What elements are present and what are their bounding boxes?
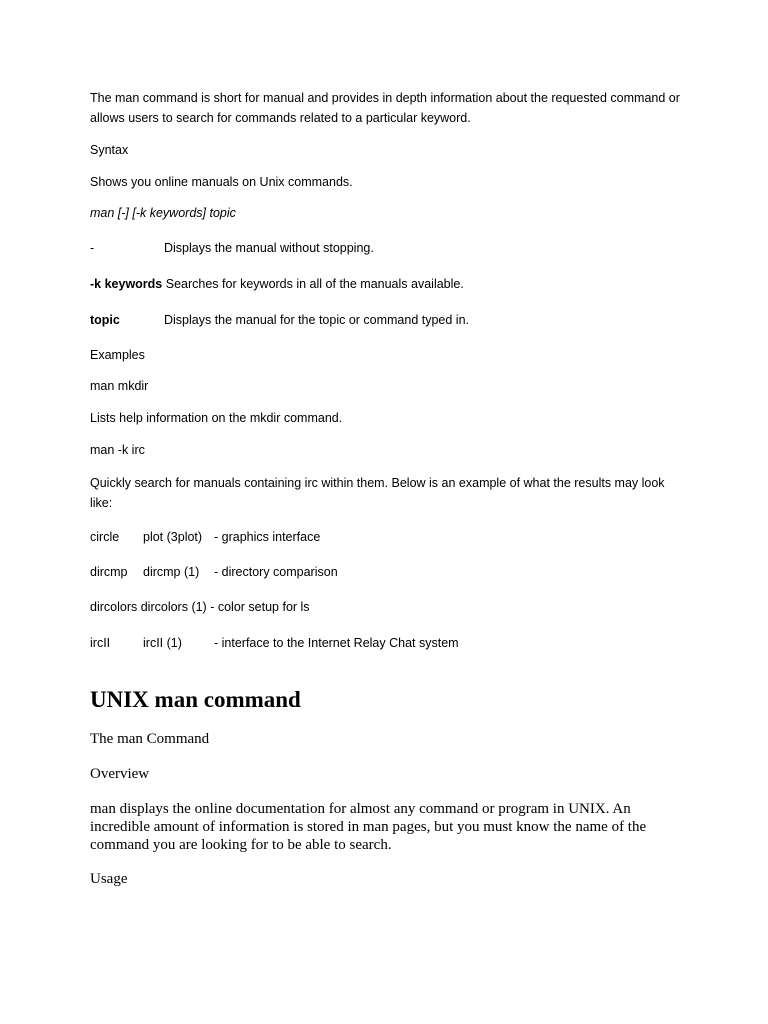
result-description: - directory comparison <box>214 565 338 579</box>
syntax-description: Shows you online manuals on Unix commands. <box>90 175 353 189</box>
syntax-label: Syntax <box>90 143 129 157</box>
example-command: man mkdir <box>90 379 149 393</box>
result-name: circle <box>90 530 120 544</box>
result-row <box>90 562 338 582</box>
example-command: man -k irc <box>90 443 145 457</box>
example-description: Lists help information on the mkdir command. <box>90 411 343 425</box>
option-description: Displays the manual without stopping. <box>164 241 374 255</box>
option-flag: - <box>90 241 95 255</box>
result-description: - graphics interface <box>214 530 321 544</box>
result-name: ircII <box>90 636 111 650</box>
section-subtitle: The man Command <box>90 731 210 747</box>
option-description: Searches for keywords in all of the manuals available. <box>165 277 464 291</box>
result-name: dircmp <box>90 565 128 579</box>
result-name: dircolors <box>90 600 138 614</box>
result-row <box>90 597 310 617</box>
section-heading: UNIX man command <box>90 687 301 712</box>
intro-paragraph: The man command is short for manual and provides in depth information about the requested command or allows users to search for commands related to a particular keyword. <box>90 91 680 125</box>
overview-paragraph: man displays the online documentation for almost any command or program in UNIX. An incredible amount of information is stored in man pages, but you must know the name of the command you are looking for to be able to search. <box>90 801 647 853</box>
option-row <box>90 238 374 258</box>
result-section: dircmp (1) <box>143 565 200 579</box>
syntax-usage: man [-] [-k keywords] topic <box>90 206 236 220</box>
result-description: - interface to the Internet Relay Chat system <box>214 636 459 650</box>
overview-label: Overview <box>90 766 150 782</box>
option-row <box>90 310 469 330</box>
result-section: plot (3plot) <box>143 530 203 544</box>
option-row <box>90 274 464 294</box>
result-section: dircolors (1) <box>140 600 207 614</box>
example-description: Quickly search for manuals containing irc within them. Below is an example of what the results may look like: <box>90 476 665 510</box>
result-row <box>90 527 320 547</box>
option-flag: -k keywords <box>90 277 163 291</box>
result-description: - color setup for ls <box>210 600 310 614</box>
option-flag: topic <box>90 313 120 327</box>
result-row <box>90 633 459 653</box>
option-description: Displays the manual for the topic or command typed in. <box>164 313 470 327</box>
usage-label: Usage <box>90 871 128 887</box>
examples-label: Examples <box>90 348 145 362</box>
result-section: ircII (1) <box>143 636 182 650</box>
